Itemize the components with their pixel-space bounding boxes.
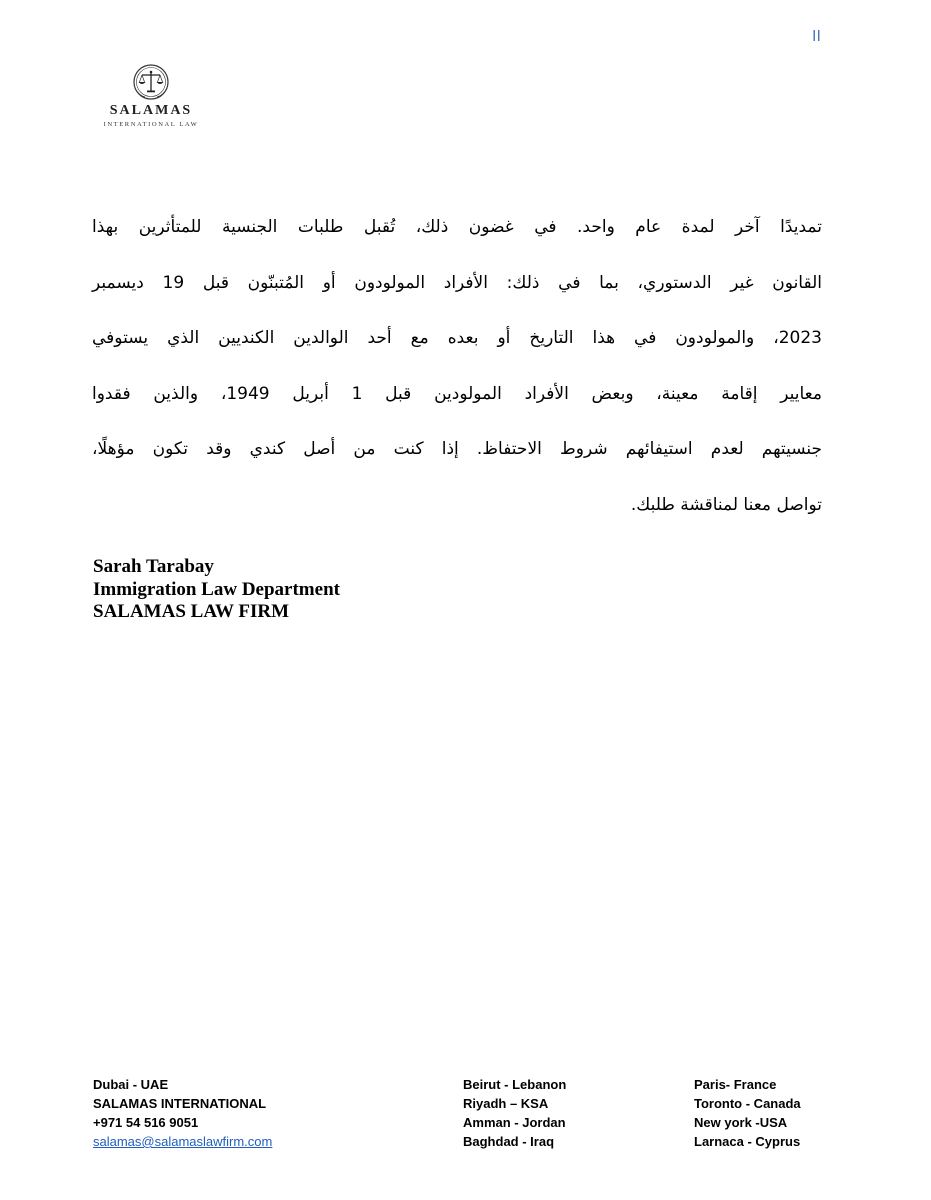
body-line: 2023، والمولودون في هذا التاريخ أو بعده مع أحد الوالدين الكنديين الذي يستوفي	[92, 328, 822, 348]
scales-of-justice-icon	[129, 62, 173, 102]
logo-subtitle: INTERNATIONAL LAW	[103, 121, 199, 128]
signatory-department: Immigration Law Department	[93, 578, 340, 600]
footer-office: Larnaca - Cyprus	[694, 1134, 801, 1149]
logo-name: SALAMAS	[109, 103, 193, 118]
footer-contact-column	[93, 1075, 272, 1151]
footer-office: Amman - Jordan	[463, 1115, 566, 1130]
body-line: جنسيتهم لعدم استيفائهم شروط الاحتفاظ. إذا كنت من أصل كندي وقد تكون مؤهلًا،	[92, 439, 822, 459]
footer-office: Beirut - Lebanon	[463, 1077, 567, 1092]
body-line: تواصل معنا لمناقشة طلبك.	[630, 494, 822, 515]
signatory-firm: SALAMAS LAW FIRM	[93, 601, 290, 622]
footer-offices-column-1	[463, 1075, 566, 1151]
footer-offices-column-2	[694, 1075, 801, 1151]
firm-logo	[92, 62, 210, 128]
signature-block	[93, 556, 340, 624]
body-line: تمديدًا آخر لمدة عام واحد. في غضون ذلك، تُقبل طلبات الجنسية للمتأثرين بهذا	[92, 217, 822, 237]
body-line: معايير إقامة معينة، وبعض الأفراد المولودين قبل 1 أبريل 1949، والذين فقدوا	[92, 383, 822, 404]
letter-body	[92, 200, 822, 533]
signatory-name: Sarah Tarabay	[93, 556, 214, 577]
footer-office: Paris- France	[694, 1077, 777, 1092]
footer-office: Riyadh – KSA	[463, 1096, 549, 1111]
body-line: القانون غير الدستوري، بما في ذلك: الأفراد المولودون أو المُتبنّون قبل 19 ديسمبر	[92, 272, 822, 293]
footer-phone: +971 54 516 9051	[93, 1115, 199, 1130]
page-number: II	[812, 28, 821, 45]
footer-office: New york -USA	[694, 1115, 788, 1130]
footer-email-link[interactable]: salamas@salamaslawfirm.com	[93, 1134, 273, 1149]
footer-city: Dubai - UAE	[93, 1077, 169, 1092]
footer-office: Baghdad - Iraq	[463, 1134, 555, 1149]
footer-office: Toronto - Canada	[694, 1096, 801, 1111]
footer-company: SALAMAS INTERNATIONAL	[93, 1096, 267, 1111]
